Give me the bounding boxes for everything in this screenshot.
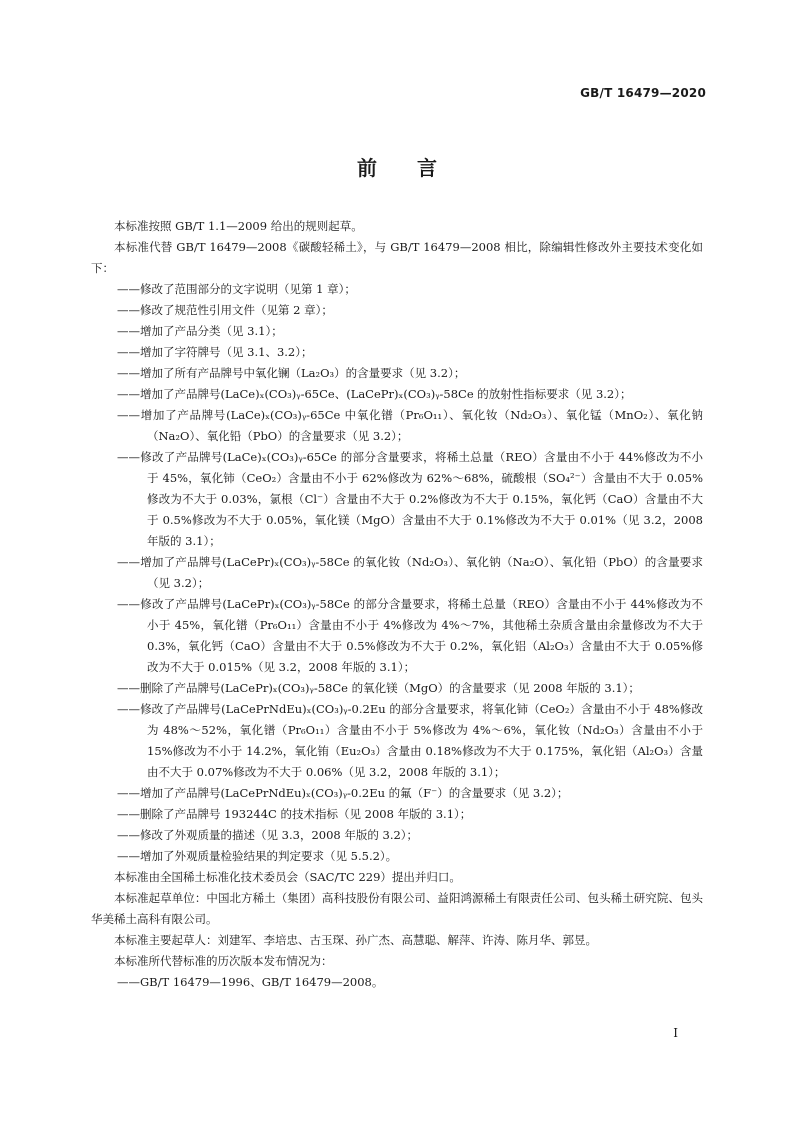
change-item: ——修改了产品牌号(LaCePr)ₓ(CO₃)ᵧ-58Ce 的部分含量要求，将稀土总量（REO）含量由不小于 44%修改为不小于 45%，氧化镨（Pr₆O₁₁）含量由不小于 4%修改为 4%～7%，其他稀土杂质含量由余量修改为不大于 0.3%，氧化钙（CaO）含量由不大于 0.5%修改为不大于 0.2%，氧化铝（Al₂O₃）含量由不大于 0.05%修改为不大于 0.015%（见 3.2，2008 年版的 3.1）； (117, 597, 703, 674)
change-item: ——增加了产品牌号(LaCe)ₓ(CO₃)ᵧ-65Ce 中氧化镨（Pr₆O₁₁）、氧化钕（Nd₂O₃）、氧化锰（MnO₂）、氧化钠（Na₂O）、氧化铅（PbO）的含量要求（见 3.2）； (117, 408, 703, 443)
page-title: 前言 (357, 156, 477, 180)
change-item: ——删除了产品牌号 193244C 的技术指标（见 2008 年版的 3.1）； (117, 807, 472, 821)
page-number: I (673, 1026, 678, 1040)
change-item: ——增加了所有产品牌号中氧化镧（La₂O₃）的含量要求（见 3.2）； (117, 366, 466, 380)
paragraph-proposer: 本标准由全国稀土标准化技术委员会（SAC/TC 229）提出并归口。 (114, 870, 461, 884)
change-item: ——修改了范围部分的文字说明（见第 1 章）； (117, 282, 356, 296)
foreword-body (91, 216, 703, 993)
standard-code: GB/T 16479—2020 (580, 86, 706, 100)
change-item: ——增加了产品牌号(LaCePr)ₓ(CO₃)ᵧ-58Ce 的氧化钕（Nd₂O₃）、氧化钠（Na₂O）、氧化铅（PbO）的含量要求（见 3.2）； (117, 555, 703, 590)
paragraph-drafting-rules: 本标准按照 GB/T 1.1—2009 给出的规则起草。 (114, 219, 363, 233)
change-item: ——修改了产品牌号(LaCe)ₓ(CO₃)ᵧ-65Ce 的部分含量要求，将稀土总量（REO）含量由不小于 44%修改为不小于 45%，氧化铈（CeO₂）含量由不小于 62%修改为 62%～68%，硫酸根（SO₄²⁻）含量由不大于 0.05%修改为不大于 0.03%，氯根（Cl⁻）含量由不大于 0.2%修改为不大于 0.15%，氧化钙（CaO）含量由不大于 0.5%修改为不大于 0.05%，氧化镁（MgO）含量由不大于 0.1%修改为不大于 0.01%（见 3.2，2008 年版的 3.1）； (117, 450, 703, 548)
paragraph-drafting-units: 本标准起草单位：中国北方稀土（集团）高科技股份有限公司、益阳鸿源稀土有限责任公司、包头稀土研究院、包头华美稀土高科有限公司。 (91, 891, 703, 926)
change-item: ——增加了产品牌号(LaCe)ₓ(CO₃)ᵧ-65Ce、(LaCePr)ₓ(CO₃)ᵧ-58Ce 的放射性指标要求（见 3.2）； (117, 387, 632, 401)
paragraph-replacement: 本标准代替 GB/T 16479—2008《碳酸轻稀土》，与 GB/T 16479—2008 相比，除编辑性修改外主要技术变化如下： (91, 240, 703, 275)
change-item: ——修改了产品牌号(LaCePrNdEu)ₓ(CO₃)ᵧ-0.2Eu 的部分含量要求，将氧化铈（CeO₂）含量由不小于 48%修改为 48%～52%，氧化镨（Pr₆O₁₁）含量由不小于 5%修改为 4%～6%，氧化钕（Nd₂O₃）含量由不小于 15%修改为不小于 14.2%，氧化铕（Eu₂O₃）含量由 0.18%修改为不大于 0.175%，氧化铝（Al₂O₃）含量由不大于 0.07%修改为不大于 0.06%（见 3.2，2008 年版的 3.1）； (117, 702, 703, 779)
change-item: ——增加了产品牌号(LaCePrNdEu)ₓ(CO₃)ᵧ-0.2Eu 的氟（F⁻）的含量要求（见 3.2）； (117, 786, 569, 800)
change-item: ——增加了字符牌号（见 3.1、3.2）； (117, 345, 313, 359)
paragraph-history-intro: 本标准所代替标准的历次版本发布情况为： (114, 954, 333, 968)
paragraph-drafters: 本标准主要起草人：刘建军、李培忠、古玉琛、孙广杰、高慧聪、解萍、许涛、陈月华、郭昱。 (114, 933, 597, 947)
change-item: ——修改了外观质量的描述（见 3.3，2008 年版的 3.2）； (117, 828, 419, 842)
history-item: ——GB/T 16479—1996、GB/T 16479—2008。 (117, 975, 384, 989)
change-item: ——删除了产品牌号(LaCePr)ₓ(CO₃)ᵧ-58Ce 的氧化镁（MgO）的含量要求（见 2008 年版的 3.1）； (117, 681, 640, 695)
change-item: ——增加了外观质量检验结果的判定要求（见 5.5.2）。 (117, 849, 398, 863)
change-item: ——修改了规范性引用文件（见第 2 章）； (117, 303, 333, 317)
change-item: ——增加了产品分类（见 3.1）； (117, 324, 283, 338)
